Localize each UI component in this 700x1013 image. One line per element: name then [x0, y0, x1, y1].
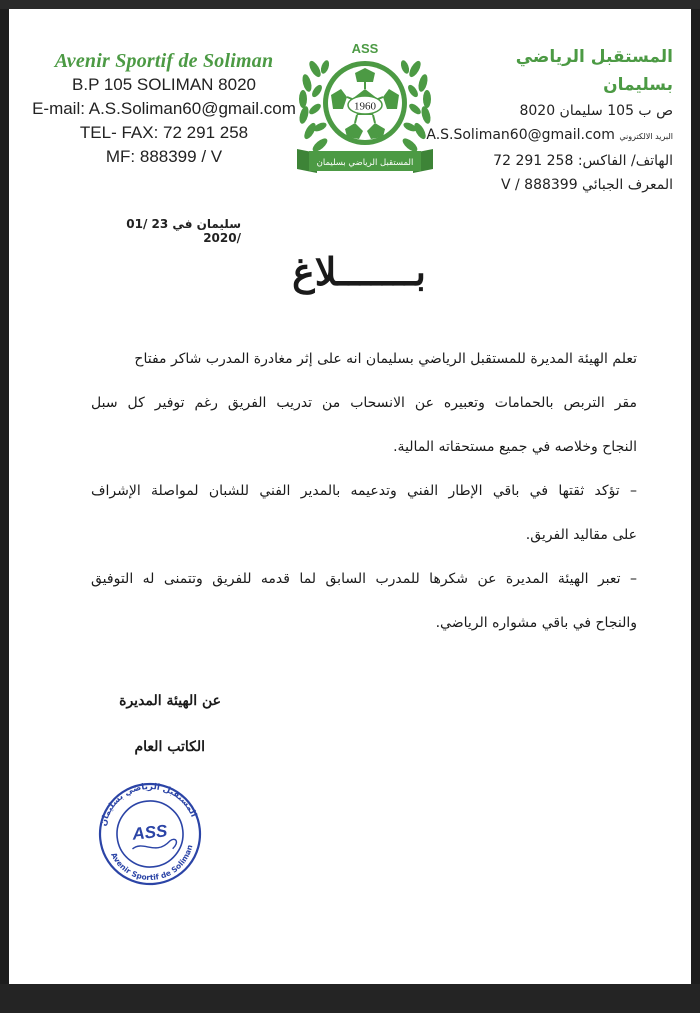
stamp-arc-bottom: Avenir Sportif de Soliman — [109, 843, 195, 883]
body-line: تعلم الهيئة المديرة للمستقبل الرياضي بسليمان انه على إثر مغادرة المدرب شاكر مفتاح — [134, 351, 637, 367]
letterhead-arabic — [426, 43, 673, 197]
phone-ar: الهاتف/ الفاكس: 258 291 72 — [493, 153, 673, 169]
tel-fax-fr: TEL- FAX: 72 291 258 — [79, 123, 249, 142]
logo-banner-text: المستقبل الرياضي بسليمان — [316, 158, 414, 168]
body-line: على مقاليد الفريق. — [525, 527, 637, 543]
document-page — [9, 9, 691, 984]
signature-on-behalf: عن الهيئة المديرة — [119, 693, 221, 709]
club-name-ar: المستقبل الرياضي بسليمان — [515, 47, 673, 95]
logo-banner — [297, 149, 433, 173]
club-logo — [289, 39, 441, 177]
body-line: النجاح وخلاصه في جميع مستحقاته المالية. — [393, 439, 637, 455]
body-line: والنجاح في باقي مشواره الرياضي. — [435, 615, 637, 631]
email-value-ar: A.S.Soliman60@gmail.com — [426, 127, 615, 143]
address-fr: B.P 105 SOLIMAN 8020 — [72, 75, 256, 94]
mf-fr: MF: 888399 / V — [105, 147, 223, 166]
body-line: – تعبر الهيئة المديرة عن شكرها للمدرب السابق لما قدمه للفريق وتتمنى له التوفيق — [91, 571, 637, 587]
announcement-body — [91, 337, 637, 645]
svg-text:المستقبل الرياضي بسليمان — [95, 781, 199, 828]
svg-text:Avenir Sportif de Soliman — [109, 843, 198, 886]
fiscal-ar: المعرف الجبائي 888399 / V — [500, 177, 673, 193]
document-date: سليمان في 23 /01 /2020 — [126, 217, 241, 245]
email-label-ar: البريد الالكتروني — [619, 132, 673, 141]
document-title: بـــــــلاغ — [292, 249, 426, 294]
logo-top-text: ASS — [351, 41, 379, 56]
official-stamp — [91, 781, 209, 887]
body-line: مقر التربص بالحمامات وتعبيره عن الانسحاب من تدريب الفريق رغم توفير كل سبل — [91, 395, 637, 411]
top-bezel — [0, 0, 700, 9]
soccer-ball-icon — [323, 61, 407, 145]
stamp-arc-top: المستقبل الرياضي بسليمان — [98, 781, 199, 828]
club-name-fr: Avenir Sportif de Soliman — [54, 50, 274, 72]
address-ar: ص ب 105 سليمان 8020 — [519, 103, 673, 119]
letterhead-french — [23, 49, 305, 169]
bottom-bezel — [0, 984, 700, 1013]
signature-block — [91, 691, 221, 755]
logo-year: 1960 — [354, 100, 376, 113]
body-line: – تؤكد ثقتها في باقي الإطار الفني وتدعيمه بالمدير الفني للشبان لمواصلة الإشراف — [91, 483, 637, 499]
signature-title: الكاتب العام — [134, 739, 205, 755]
stamp-center-text: ASS — [131, 821, 169, 844]
email-ar — [426, 123, 673, 149]
email-fr: E-mail: A.S.Soliman60@gmail.com — [32, 99, 296, 118]
